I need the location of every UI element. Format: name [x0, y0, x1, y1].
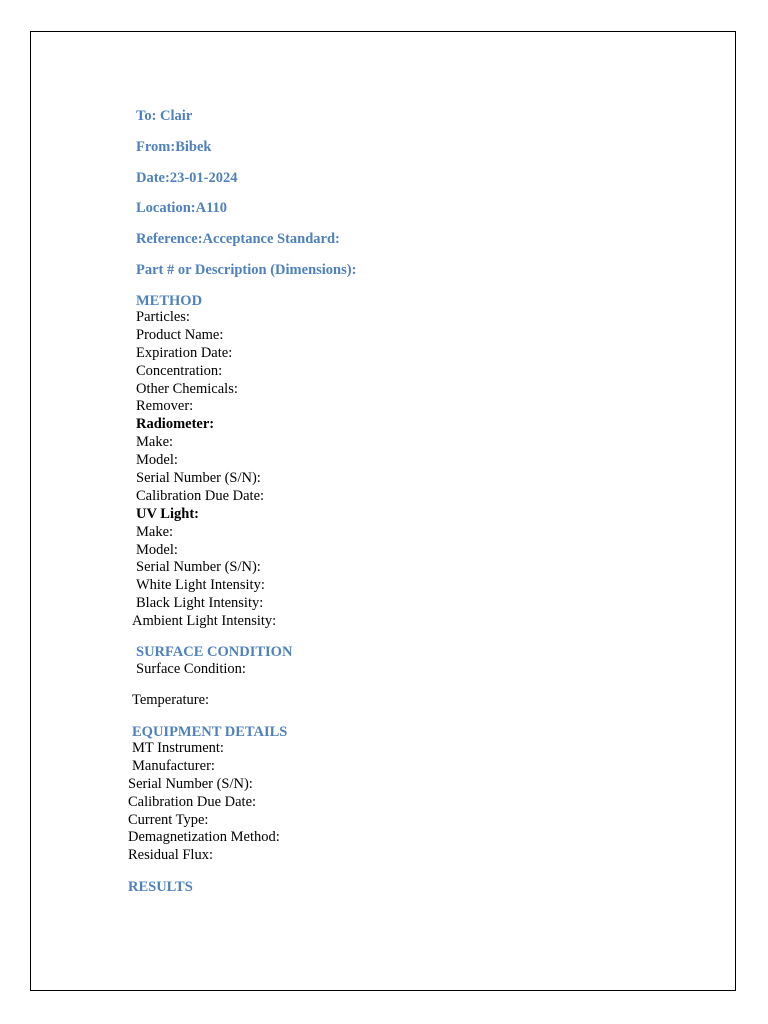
manufacturer-field: Manufacturer: — [132, 757, 215, 774]
other-chemicals-field: Other Chemicals: — [136, 380, 238, 397]
part-description-line: Part # or Description (Dimensions): — [136, 262, 357, 278]
method-fields — [132, 309, 277, 631]
radiometer-subheading: Radiometer: — [136, 416, 215, 433]
surface-condition-field: Surface Condition: — [136, 661, 246, 677]
expiration-date-field: Expiration Date: — [136, 344, 233, 361]
results-heading: RESULTS — [128, 879, 193, 895]
uv-serial-field: Serial Number (S/N): — [136, 559, 261, 576]
residual-flux-field: Residual Flux: — [128, 847, 213, 864]
uv-light-subheading: UV Light: — [136, 505, 199, 522]
surface-fields — [136, 661, 246, 679]
equipment-calibration-field: Calibration Due Date: — [128, 793, 257, 810]
black-light-intensity-field: Black Light Intensity: — [136, 595, 264, 612]
from-line: From:Bibek — [136, 139, 212, 155]
equipment-fields — [128, 740, 280, 865]
date-line: Date:23-01-2024 — [136, 170, 238, 186]
temperature-field: Temperature: — [132, 692, 210, 708]
radiometer-calibration-field: Calibration Due Date: — [136, 487, 265, 504]
equipment-details-heading: EQUIPMENT DETAILS — [132, 724, 288, 740]
temperature-block — [132, 692, 209, 710]
ambient-light-intensity-field: Ambient Light Intensity: — [132, 613, 277, 630]
radiometer-serial-field: Serial Number (S/N): — [136, 470, 261, 487]
product-name-field: Product Name: — [136, 326, 224, 343]
reference-line: Reference:Acceptance Standard: — [136, 231, 340, 247]
concentration-field: Concentration: — [136, 362, 223, 379]
surface-condition-heading: SURFACE CONDITION — [136, 644, 293, 660]
mt-instrument-field: MT Instrument: — [132, 740, 224, 756]
radiometer-make-field: Make: — [136, 434, 174, 451]
remover-field: Remover: — [136, 398, 194, 415]
demagnetization-method-field: Demagnetization Method: — [128, 829, 280, 846]
to-line: To: Clair — [136, 108, 193, 124]
uv-make-field: Make: — [136, 523, 174, 540]
method-heading: METHOD — [136, 293, 203, 309]
equipment-serial-field: Serial Number (S/N): — [128, 775, 253, 792]
white-light-intensity-field: White Light Intensity: — [136, 577, 265, 594]
current-type-field: Current Type: — [128, 811, 209, 828]
uv-model-field: Model: — [136, 541, 178, 558]
document-page — [30, 31, 736, 991]
radiometer-model-field: Model: — [136, 452, 178, 469]
location-line: Location:A110 — [136, 200, 228, 216]
particles-field: Particles: — [136, 309, 190, 325]
